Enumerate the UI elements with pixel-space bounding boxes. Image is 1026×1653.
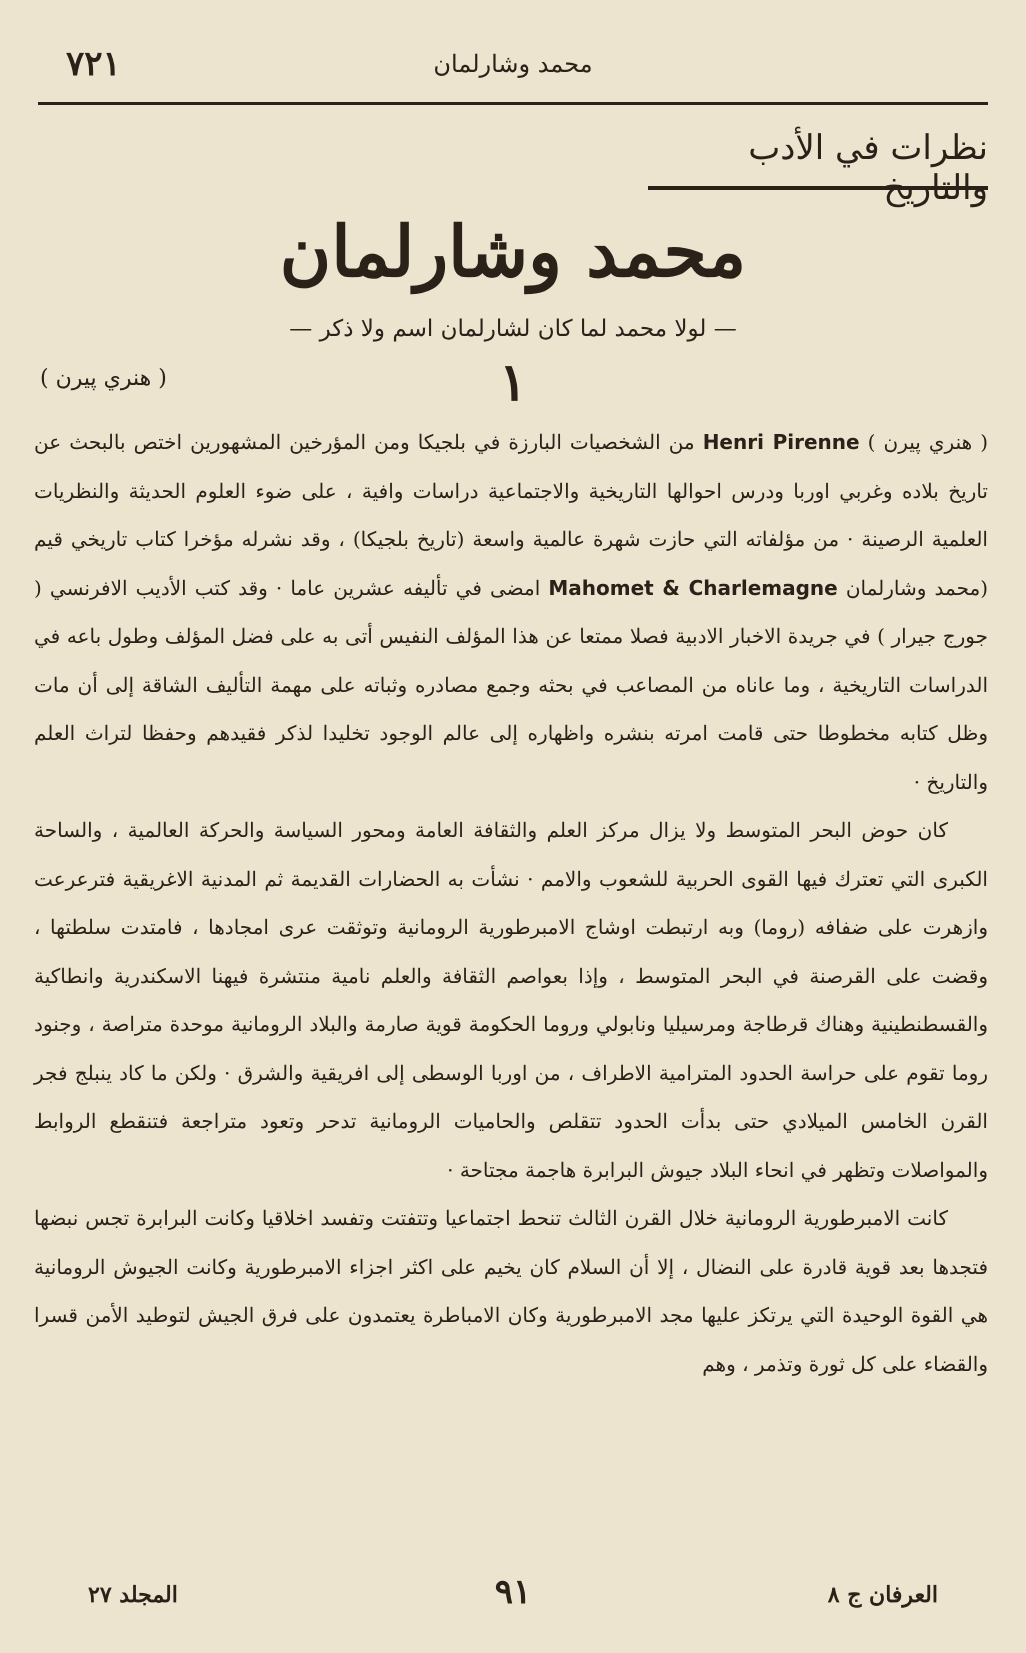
paragraph-1-text: من الشخصيات البارزة في بلجيكا ومن المؤرخين المشهورين اختص بالبحث عن تاريخ بلاده وغربي اوربا ودرس احوالها التاريخية والاجتماعية دراسات وافية ، على ضوء العلوم الحديثة والنظريات العلمية الرصينة · من مؤلفاته التي حازت شهرة عالمية واسعة (تاريخ بلجيكا) ، وقد نشرله مؤخرا كتاب تاريخي قيم (محمد وشارلمان xyxy=(34,430,989,600)
running-header xyxy=(38,40,988,90)
page-number-bottom: ٩١ xyxy=(494,1572,532,1612)
journal-label: العرفان ج ٨ xyxy=(827,1582,938,1608)
paragraph-2: كان حوض البحر المتوسط ولا يزال مركز العلم والثقافة العامة ومحور السياسة والحركة العالمية ، والساحة الكبرى التي تعترك فيها القوى الحربية للشعوب والامم · نشأت به الحضارات القديمة ثم المدنية الاغريقية فترعرعت وازهرت على ضفافه (روما) وبه ارتبطت اوشاج الامبرطورية الرومانية وتوثقت عرى امجادها ، فامتدت سلطتها ، وقضت على القرصنة في البحر المتوسط ، وإذا بعواصم الثقافة والعلم نامية منتشرة فيهنا الاسكندرية وانطاكية والقسطنطينية وهناك قرطاجة ومرسيليا ونابولي وروما الحكومة قوية صارمة والبلاد الرومانية موحدة متراصة ، وجنود روما تقوم على حراسة الحدود المترامية الاطراف ، من اوربا الوسطى إلى افريقية والشرق · ولكن ما كاد ينبلج فجر القرن الخامس الميلادي حتى بدأت الحدود تتقلص والحاميات الرومانية تدحر وتعود متراجعة فتنقطع الروابط والمواصلات وتظهر في انحاء البلاد جيوش البرابرة هاجمة مجتاحة · xyxy=(34,818,988,1182)
paragraph-1 xyxy=(34,418,988,806)
epigraph-author: ( هنري پيرن ) xyxy=(40,366,167,391)
running-title: محمد وشارلمان xyxy=(433,50,593,78)
article-body xyxy=(34,418,988,1546)
header-rule xyxy=(38,102,988,105)
section-heading: نظرات في الأدب والتاريخ xyxy=(748,128,988,208)
article-title: محمد وشارلمان xyxy=(279,210,747,293)
book-title-latin: Mahomet & Charlemagne xyxy=(548,575,838,600)
part-number: ١ xyxy=(499,352,527,413)
paragraph-1-continuation: امضى في تأليفه عشرين عاما · وقد كتب الأديب الافرنسي ( جورج جيرار ) في جريدة الاخبار الادبية فصلا ممتعا عن هذا المؤلف النفيس أتى به على فضل المؤلف وطول باعه في الدراسات التاريخية ، وما عاناه من المصاعب في بحثه وجمع مصادره وثباته على مهمة التأليف الشاقة إلى أن مات وظل كتابه مخطوطا حتى قامت امرته بنشره واظهاره إلى عالم الوجود تخليدا لذكر فقيدهم وحفظا لتراث العلم والتاريخ · xyxy=(34,575,988,794)
volume-label: المجلد ٢٧ xyxy=(88,1582,178,1608)
page-footer xyxy=(38,1572,988,1622)
author-name-arabic: ( هنري پيرن ) xyxy=(867,430,989,454)
paragraph-3: كانت الامبرطورية الرومانية خلال القرن الثالث تنحط اجتماعيا وتتفتت وتفسد اخلاقيا وكانت البرابرة تجس نبضها فتجدها بعد قوية قادرة على النضال ، إلا أن السلام كان يخيم على اكثر اجزاء الامبرطورية وكانت الجيوش الرومانية هي القوة الوحيدة التي يرتكز عليها مجد الامبرطورية وكان الامباطرة يعتمدون على فرق الجيش لتوطيد الأمن قسرا والقضاء على كل ثورة وتذمر ، وهم xyxy=(34,1206,988,1376)
author-name-latin: Henri Pirenne xyxy=(702,430,860,454)
section-rule xyxy=(648,186,988,190)
epigraph-quote: — لولا محمد لما كان لشارلمان اسم ولا ذكر — xyxy=(289,316,737,342)
page-number-top: ٧٢١ xyxy=(66,44,121,84)
